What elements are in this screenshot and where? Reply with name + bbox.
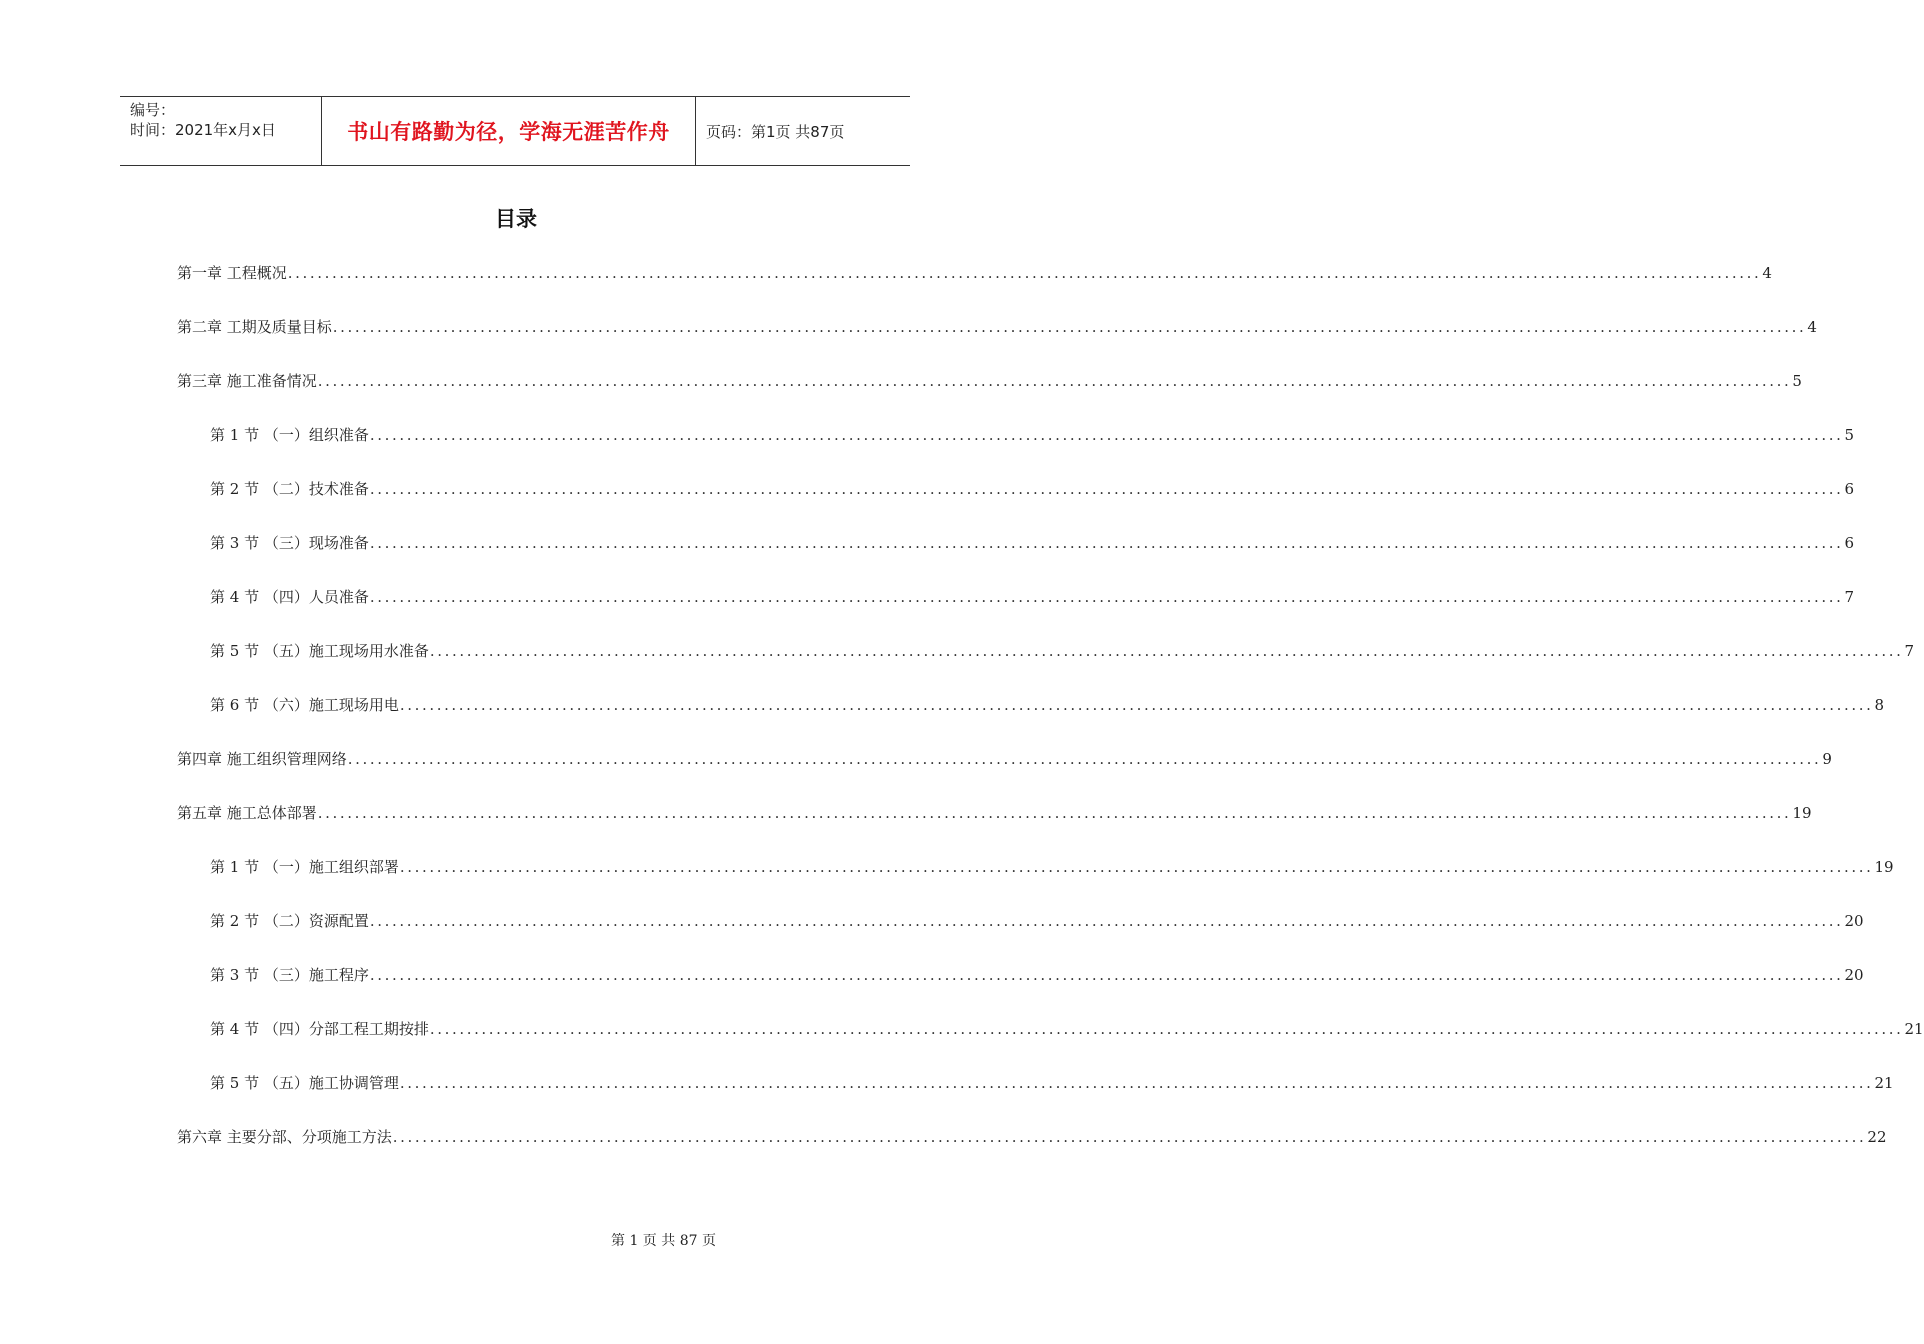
toc-dot-leader: ........................................................................................................................................................................................................ — [317, 804, 1792, 822]
toc-dot-leader: ........................................................................................................................................................................................................ — [369, 966, 1844, 984]
header-slogan: 书山有路勤为径，学海无涯苦作舟 — [347, 120, 670, 144]
toc-entry-label: 第 3 节 （三）施工程序 — [210, 966, 369, 984]
toc-page-number: 5 — [1844, 426, 1855, 444]
toc-entry-label: 第 6 节 （六）施工现场用电 — [210, 696, 399, 714]
toc-page-number: 21 — [1904, 1020, 1924, 1038]
toc-entry-label: 第 1 节 （一）组织准备 — [210, 426, 369, 444]
toc-section-entry[interactable] — [210, 1072, 1894, 1098]
toc-entry-label: 第 3 节 （三）现场准备 — [210, 534, 369, 552]
toc-dot-leader: ........................................................................................................................................................................................................ — [392, 1128, 1867, 1146]
toc-page-number: 5 — [1792, 372, 1802, 390]
toc-section-entry[interactable] — [210, 640, 1915, 666]
toc-dot-leader: ........................................................................................................................................................................................................ — [399, 1074, 1874, 1092]
toc-chapter-entry[interactable] — [177, 316, 1817, 342]
document-id-label: 编号： — [130, 101, 176, 119]
header-info-cell — [120, 97, 320, 165]
toc-dot-leader: ........................................................................................................................................................................................................ — [332, 318, 1807, 336]
toc-page-number: 7 — [1844, 588, 1855, 606]
document-header — [120, 96, 910, 166]
toc-dot-leader: ........................................................................................................................................................................................................ — [369, 426, 1844, 444]
toc-dot-leader: ........................................................................................................................................................................................................ — [369, 588, 1844, 606]
toc-entry-label: 第五章 施工总体部署 — [177, 804, 317, 822]
toc-chapter-entry[interactable] — [177, 1126, 1887, 1152]
toc-title: 目录 — [495, 207, 537, 231]
toc-entry-label: 第 2 节 （二）技术准备 — [210, 480, 369, 498]
toc-page-number: 4 — [1807, 318, 1817, 336]
toc-page-number: 9 — [1822, 750, 1832, 768]
toc-entry-label: 第四章 施工组织管理网络 — [177, 750, 347, 768]
toc-entry-label: 第一章 工程概况 — [177, 264, 287, 282]
toc-dot-leader: ........................................................................................................................................................................................................ — [429, 642, 1904, 660]
toc-page-number: 20 — [1844, 912, 1864, 930]
toc-dot-leader: ........................................................................................................................................................................................................ — [317, 372, 1792, 390]
toc-page-number: 6 — [1844, 534, 1855, 552]
toc-section-entry[interactable] — [210, 532, 1855, 558]
toc-section-entry[interactable] — [210, 694, 1885, 720]
toc-dot-leader: ........................................................................................................................................................................................................ — [287, 264, 1762, 282]
toc-section-entry[interactable] — [210, 910, 1864, 936]
toc-dot-leader: ........................................................................................................................................................................................................ — [399, 696, 1874, 714]
toc-page-number: 7 — [1904, 642, 1915, 660]
toc-page-number: 21 — [1874, 1074, 1894, 1092]
toc-page-number: 6 — [1844, 480, 1855, 498]
toc-dot-leader: ........................................................................................................................................................................................................ — [399, 858, 1874, 876]
toc-section-entry[interactable] — [210, 424, 1855, 450]
header-slogan-cell — [321, 97, 696, 165]
toc-entry-label: 第三章 施工准备情况 — [177, 372, 317, 390]
document-time-label: 时间：2021年x月x日 — [130, 121, 276, 139]
toc-page-number: 22 — [1867, 1128, 1887, 1146]
toc-dot-leader: ........................................................................................................................................................................................................ — [429, 1020, 1904, 1038]
toc-section-entry[interactable] — [210, 478, 1855, 504]
toc-entry-label: 第 5 节 （五）施工协调管理 — [210, 1074, 399, 1092]
toc-entry-label: 第六章 主要分部、分项施工方法 — [177, 1128, 392, 1146]
toc-section-entry[interactable] — [210, 1018, 1924, 1044]
toc-entry-label: 第 4 节 （四）分部工程工期按排 — [210, 1020, 429, 1038]
toc-entry-label: 第 5 节 （五）施工现场用水准备 — [210, 642, 429, 660]
toc-section-entry[interactable] — [210, 856, 1894, 882]
toc-chapter-entry[interactable] — [177, 802, 1812, 828]
toc-dot-leader: ........................................................................................................................................................................................................ — [347, 750, 1822, 768]
toc-section-entry[interactable] — [210, 964, 1864, 990]
toc-entry-label: 第 4 节 （四）人员准备 — [210, 588, 369, 606]
toc-page-number: 8 — [1874, 696, 1885, 714]
toc-entry-label: 第二章 工期及质量目标 — [177, 318, 332, 336]
toc-section-entry[interactable] — [210, 586, 1855, 612]
toc-page-number: 19 — [1792, 804, 1812, 822]
page-footer: 第 1 页 共 87 页 — [611, 1233, 716, 1249]
toc-page-number: 20 — [1844, 966, 1864, 984]
toc-entry-label: 第 2 节 （二）资源配置 — [210, 912, 369, 930]
toc-dot-leader: ........................................................................................................................................................................................................ — [369, 912, 1844, 930]
toc-page-number: 4 — [1762, 264, 1772, 282]
toc-chapter-entry[interactable] — [177, 748, 1832, 774]
toc-chapter-entry[interactable] — [177, 262, 1772, 288]
toc-entry-label: 第 1 节 （一）施工组织部署 — [210, 858, 399, 876]
toc-dot-leader: ........................................................................................................................................................................................................ — [369, 534, 1844, 552]
header-page-cell — [696, 97, 910, 165]
toc-chapter-entry[interactable] — [177, 370, 1802, 396]
toc-dot-leader: ........................................................................................................................................................................................................ — [369, 480, 1844, 498]
toc-page-number: 19 — [1874, 858, 1894, 876]
header-page-info: 页码：第1页 共87页 — [706, 122, 845, 141]
